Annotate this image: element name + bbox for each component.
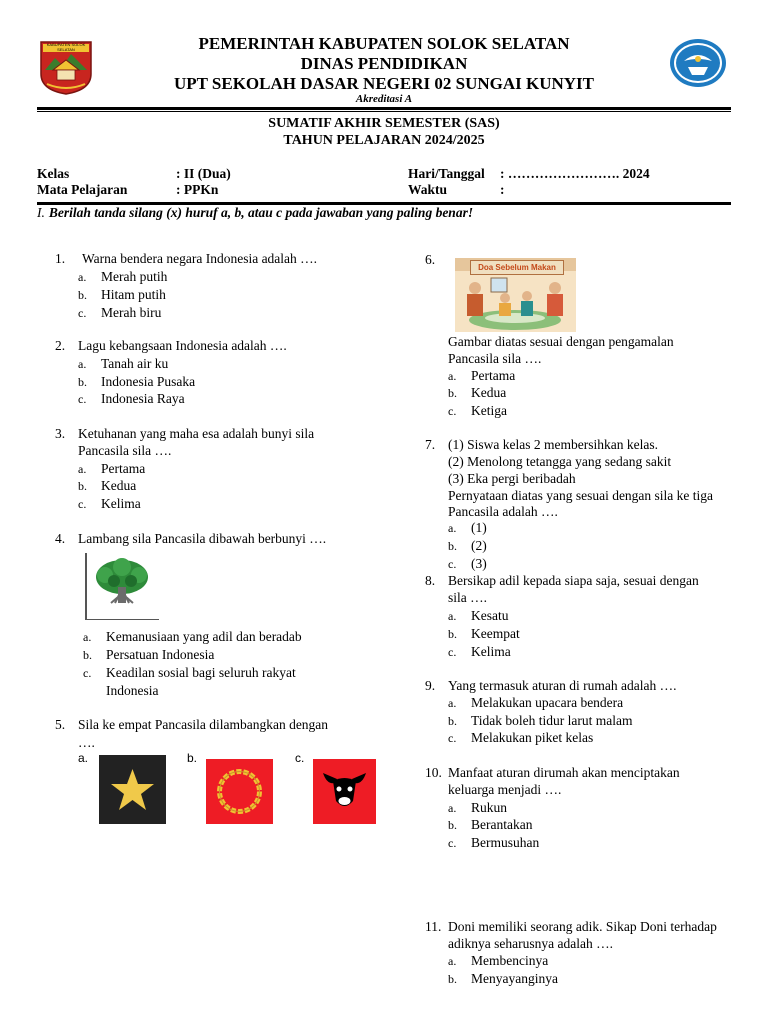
option-text: (1) xyxy=(471,520,487,535)
option-text: Tidak boleh tidur larut malam xyxy=(471,713,633,728)
question-2 xyxy=(55,337,287,355)
star-symbol-image[interactable] xyxy=(99,755,166,824)
option-letter: a. xyxy=(448,609,457,623)
question-3 xyxy=(55,425,314,443)
option-text: (2) xyxy=(471,538,487,553)
option-text: Berantakan xyxy=(471,817,533,832)
q4-option-b[interactable] xyxy=(83,646,214,665)
q1-option-b[interactable] xyxy=(78,286,166,305)
option-text: Melakukan piket kelas xyxy=(471,730,594,745)
q2-option-a[interactable] xyxy=(78,355,168,374)
question-text: Ketuhanan yang maha esa adalah bunyi sila xyxy=(78,426,315,441)
question-6-cont: Pancasila sila …. xyxy=(448,351,542,366)
option-letter: c. xyxy=(448,731,457,745)
q7-option-a[interactable] xyxy=(448,519,487,538)
option-letter: c. xyxy=(295,751,305,765)
q6-option-c[interactable] xyxy=(448,402,507,421)
question-7-cont: Pancasila adalah …. xyxy=(448,504,558,519)
instruction-numeral: I. xyxy=(37,205,45,220)
waktu-value: : xyxy=(500,182,505,197)
option-letter: c. xyxy=(448,836,457,850)
question-1 xyxy=(55,250,317,268)
option-letter: b. xyxy=(448,627,457,641)
question-6-text: Gambar diatas sesuai dengan pengamalan xyxy=(448,334,674,349)
q7-option-b[interactable] xyxy=(448,537,487,556)
q3-option-b[interactable] xyxy=(78,477,136,496)
hari-label: Hari/Tanggal xyxy=(408,166,485,181)
q1-option-a[interactable] xyxy=(78,268,167,287)
option-letter: b. xyxy=(448,539,457,553)
option-letter: b. xyxy=(448,818,457,832)
question-8-number: 8. xyxy=(425,573,436,588)
chain-symbol-image[interactable] xyxy=(206,759,273,824)
option-text: Kelima xyxy=(471,644,511,659)
question-10-text: Manfaat aturan dirumah akan menciptakan xyxy=(448,765,680,780)
q9-option-a[interactable] xyxy=(448,694,623,713)
header-line-2: DINAS PENDIDIKAN xyxy=(300,54,468,73)
question-number: 4. xyxy=(55,531,66,546)
question-6-number: 6. xyxy=(425,252,436,267)
option-text: Keempat xyxy=(471,626,520,641)
question-number: 5. xyxy=(55,717,66,732)
option-letter: b. xyxy=(448,714,457,728)
option-text: Hitam putih xyxy=(101,287,166,302)
option-letter: a. xyxy=(78,270,87,284)
question-number: 2. xyxy=(55,338,66,353)
q8-option-a[interactable] xyxy=(448,607,509,626)
option-letter: a. xyxy=(448,521,457,535)
option-letter: c. xyxy=(448,557,457,571)
option-letter: a. xyxy=(448,369,457,383)
question-5-cont: …. xyxy=(78,735,95,750)
hari-value: : ……………………. 2024 xyxy=(500,166,650,181)
instruction-text: Berilah tanda silang (x) huruf a, b, atau c pada jawaban yang paling benar! xyxy=(48,205,474,220)
statement-2: (2) Menolong tetangga yang sedang sakit xyxy=(448,454,672,469)
header-divider xyxy=(37,107,731,110)
option-letter: b. xyxy=(448,386,457,400)
q11-option-b[interactable] xyxy=(448,970,558,989)
option-letter: b. xyxy=(83,648,92,662)
header-line-1: PEMERINTAH KABUPATEN SOLOK SELATAN xyxy=(198,34,570,53)
option-text: Kesatu xyxy=(471,608,509,623)
question-text: Lambang sila Pancasila dibawah berbunyi …. xyxy=(78,531,327,546)
question-text: Sila ke empat Pancasila dilambangkan dengan xyxy=(78,717,329,732)
q10-option-b[interactable] xyxy=(448,816,532,835)
logo-text: KABUPATEN SOLOK SELATAN xyxy=(46,42,86,52)
exam-title: SUMATIF AKHIR SEMESTER (SAS) xyxy=(268,116,500,131)
question-7-text: Pernyataan diatas yang sesuai dengan sila ke tiga xyxy=(448,488,714,503)
question-8-cont: sila …. xyxy=(448,590,487,605)
option-text: Kemanusiaan yang adil dan beradab xyxy=(106,629,302,644)
option-text: Keadilan sosial bagi seluruh rakyat xyxy=(106,665,296,680)
q9-option-c[interactable] xyxy=(448,729,593,748)
q11-option-a[interactable] xyxy=(448,952,548,971)
question-11-cont: adiknya seharusnya adalah …. xyxy=(448,936,613,951)
bull-symbol-image[interactable] xyxy=(313,759,376,824)
waktu-label: Waktu xyxy=(408,182,448,197)
option-letter: b. xyxy=(78,479,87,493)
mapel-label: Mata Pelajaran xyxy=(37,182,128,197)
q8-option-b[interactable] xyxy=(448,625,520,644)
instruction xyxy=(37,205,473,221)
option-letter: c. xyxy=(78,497,87,511)
question-text: Lagu kebangsaan Indonesia adalah …. xyxy=(78,338,287,353)
q2-option-b[interactable] xyxy=(78,373,195,392)
question-9-number: 9. xyxy=(425,678,436,693)
option-letter: c. xyxy=(83,666,92,680)
q6-option-b[interactable] xyxy=(448,384,506,403)
q1-option-c[interactable] xyxy=(78,304,161,323)
option-text: Tanah air ku xyxy=(101,356,169,371)
question-number: 1. xyxy=(55,251,66,266)
option-text: Merah putih xyxy=(101,269,168,284)
option-letter: c. xyxy=(78,306,87,320)
question-10-number: 10. xyxy=(425,765,442,780)
statement-3: (3) Eka pergi beribadah xyxy=(448,471,576,486)
q5-option-b[interactable] xyxy=(187,751,197,765)
option-letter: a. xyxy=(448,954,457,968)
option-letter: a. xyxy=(83,630,92,644)
option-text: Melakukan upacara bendera xyxy=(471,695,624,710)
option-text: Pertama xyxy=(101,461,146,476)
q10-option-a[interactable] xyxy=(448,799,507,818)
question-9-text: Yang termasuk aturan di rumah adalah …. xyxy=(448,678,677,693)
banyan-tree-image xyxy=(85,553,159,620)
question-5 xyxy=(55,716,328,734)
option-letter: b. xyxy=(78,375,87,389)
option-letter: c. xyxy=(448,645,457,659)
question-8-text: Bersikap adil kepada siapa saja, sesuai dengan xyxy=(448,573,699,588)
kelas-value: : II (Dua) xyxy=(176,166,231,181)
accreditation: Akreditasi A xyxy=(355,93,413,105)
q4-option-a[interactable] xyxy=(83,628,302,647)
question-4 xyxy=(55,530,326,548)
q5-option-a[interactable] xyxy=(78,751,88,765)
option-letter: c. xyxy=(448,404,457,418)
option-letter: a. xyxy=(78,462,87,476)
option-text: Pertama xyxy=(471,368,516,383)
option-text: Kedua xyxy=(471,385,507,400)
q10-option-c[interactable] xyxy=(448,834,539,853)
question-7-number: 7. xyxy=(425,437,436,452)
question-text: Warna bendera negara Indonesia adalah …. xyxy=(82,251,318,266)
option-letter: a. xyxy=(78,751,89,765)
q4-option-c[interactable] xyxy=(83,664,296,683)
header-divider-thin xyxy=(37,111,731,112)
option-letter: b. xyxy=(187,751,198,765)
option-text: Kedua xyxy=(101,478,137,493)
q3-option-a[interactable] xyxy=(78,460,145,479)
question-10-cont: keluarga menjadi …. xyxy=(448,782,562,797)
question-3-cont: Pancasila sila …. xyxy=(78,443,172,458)
q6-option-a[interactable] xyxy=(448,367,515,386)
option-text: Persatuan Indonesia xyxy=(106,647,215,662)
q8-option-c[interactable] xyxy=(448,643,511,662)
q2-option-c[interactable] xyxy=(78,390,185,409)
option-letter: c. xyxy=(78,392,87,406)
question-11-number: 11. xyxy=(425,919,442,934)
option-text: Menyayanginya xyxy=(471,971,558,986)
option-text: Membencinya xyxy=(471,953,549,968)
option-letter: a. xyxy=(448,696,457,710)
option-text: Indonesia Raya xyxy=(101,391,185,406)
q5-option-c[interactable] xyxy=(295,751,304,765)
header-line-3: UPT SEKOLAH DASAR NEGERI 02 SUNGAI KUNYIT xyxy=(173,74,595,93)
q7-option-c[interactable] xyxy=(448,555,487,574)
option-text: Indonesia Pusaka xyxy=(101,374,196,389)
option-text: Bermusuhan xyxy=(471,835,540,850)
mapel-value: : PPKn xyxy=(176,182,219,197)
option-letter: a. xyxy=(78,357,87,371)
kelas-label: Kelas xyxy=(37,166,70,181)
option-letter: b. xyxy=(448,972,457,986)
option-text: Merah biru xyxy=(101,305,162,320)
question-number: 3. xyxy=(55,426,66,441)
option-letter: a. xyxy=(448,801,457,815)
question-11-text: Doni memiliki seorang adik. Sikap Doni terhadap xyxy=(448,919,717,934)
statement-1: (1) Siswa kelas 2 membersihkan kelas. xyxy=(448,437,658,452)
option-text: Ketiga xyxy=(471,403,507,418)
exam-year: TAHUN PELAJARAN 2024/2025 xyxy=(283,133,485,148)
option-letter: b. xyxy=(78,288,87,302)
q4-option-c-cont: Indonesia xyxy=(106,683,159,698)
image-caption: Doa Sebelum Makan xyxy=(470,260,564,275)
option-text: Rukun xyxy=(471,800,508,815)
q3-option-c[interactable] xyxy=(78,495,141,514)
option-text: (3) xyxy=(471,556,487,571)
option-text: Kelima xyxy=(101,496,141,511)
q9-option-b[interactable] xyxy=(448,712,632,731)
